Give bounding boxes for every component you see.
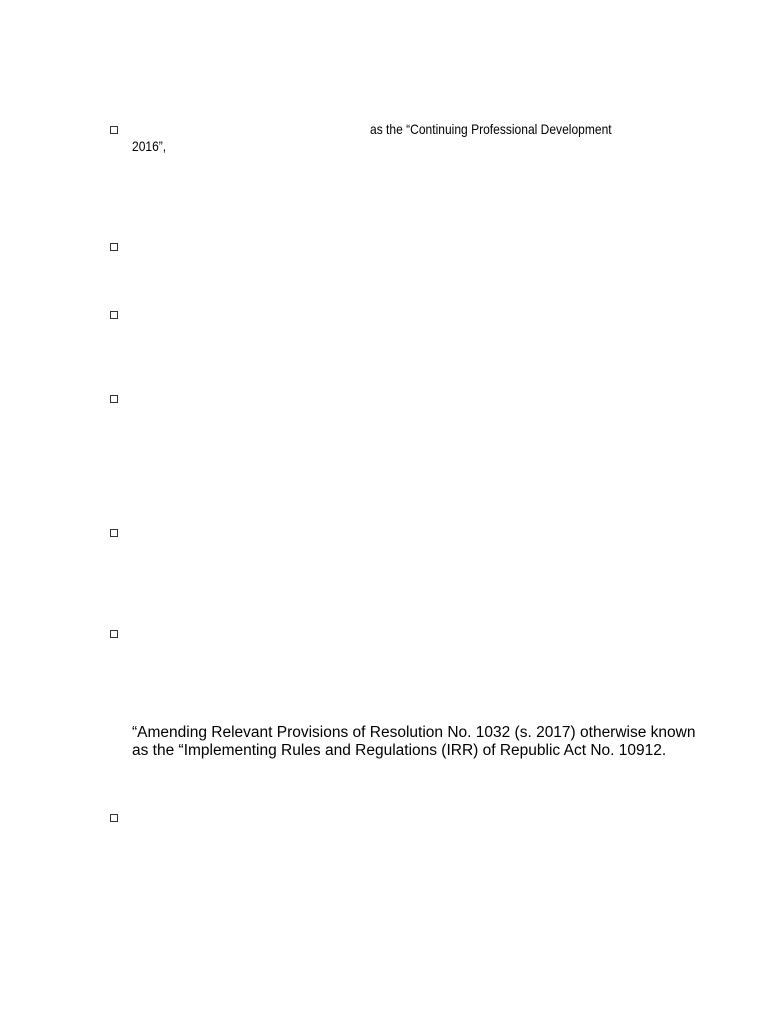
resolution-title-line-2: as the “Implementing Rules and Regulations (IRR) of Republic Act No. 10912. <box>132 742 667 759</box>
square-bullet-icon <box>110 126 118 134</box>
square-bullet-icon <box>110 395 118 403</box>
square-bullet-icon <box>110 311 118 319</box>
square-bullet-icon <box>110 529 118 537</box>
square-bullet-icon <box>110 814 118 822</box>
square-bullet-icon <box>110 243 118 251</box>
bullet-1-line-2: 2016”, <box>132 138 167 154</box>
bullet-1-line-1: as the “Continuing Professional Development <box>370 121 612 137</box>
square-bullet-icon <box>110 630 118 638</box>
resolution-title-line-1: “Amending Relevant Provisions of Resolution No. 1032 (s. 2017) otherwise known <box>132 724 696 741</box>
